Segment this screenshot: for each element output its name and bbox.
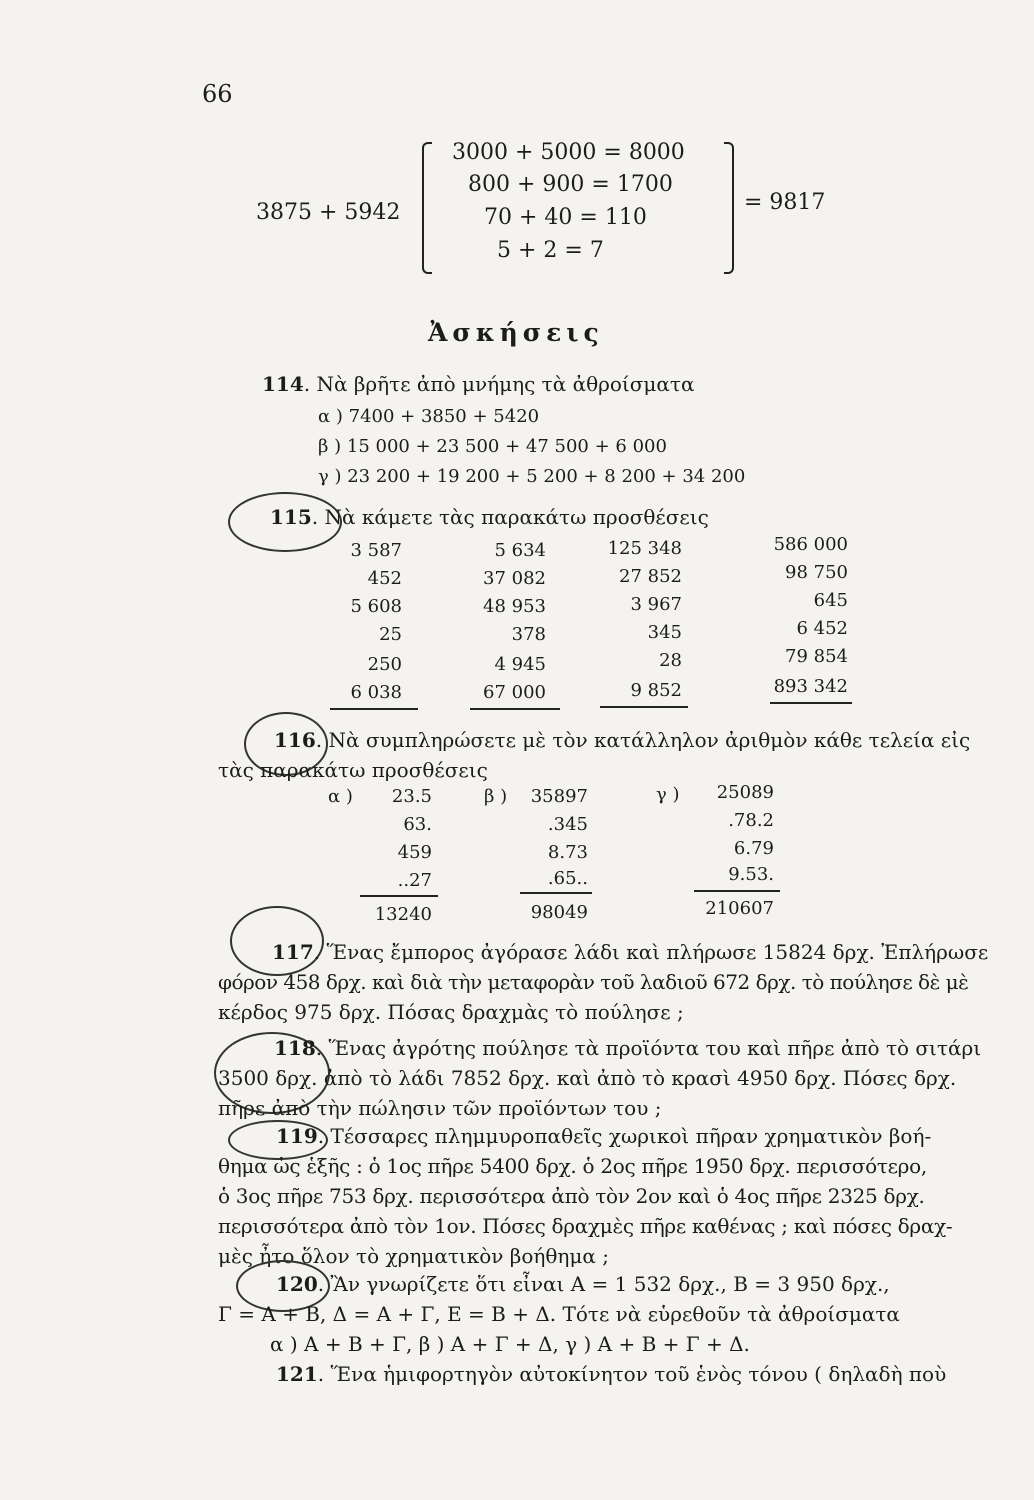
label: β )	[484, 786, 508, 807]
exercise-number: 116	[274, 728, 316, 752]
sum-value: ..27	[397, 870, 432, 891]
sum-value: 98 750	[785, 562, 848, 583]
exercise-117: 117. Ἕνας ἔμπορος ἀγόρασε λάδι καὶ πλήρωσε 15824 δρχ. Ἐπλήρωσε	[272, 940, 989, 964]
sum-total: 210607	[705, 898, 774, 919]
exercise-text-line: α ) Α + Β + Γ, β ) Α + Γ + Δ, γ ) Α + Β + Γ + Δ.	[270, 1332, 750, 1356]
sum-value: 25089	[716, 782, 774, 803]
label: α )	[328, 786, 353, 807]
sum-rule	[770, 702, 852, 704]
exercise-121: 121. Ἕνα ἡμιφορτηγὸν αὐτοκίνητον τοῦ ἑνὸς τόνου ( δηλαδὴ ποὺ	[276, 1362, 947, 1386]
exercise-114-a: α ) 7400 + 3850 + 5420	[318, 406, 540, 427]
sum-value: 378	[511, 624, 546, 645]
exercise-number: 117	[272, 940, 314, 964]
sum-value: 4 945	[494, 654, 546, 675]
page-number: 66	[202, 80, 233, 108]
sum-value: .65..	[547, 868, 588, 889]
exercise-number: 120	[276, 1272, 318, 1296]
sum-value: 5 634	[494, 540, 546, 561]
sum-rule	[360, 895, 438, 897]
exercise-text-line: κέρδος 975 δρχ. Πόσας δραχμὰς τὸ πούλησε ;	[218, 1000, 684, 1024]
decomposition-row: 5 + 2 = 7	[497, 238, 604, 263]
exercise-114-c: γ ) 23 200 + 19 200 + 5 200 + 8 200 + 34 200	[318, 466, 746, 487]
exercise-118: 118. Ἕνας ἀγρότης πούλησε τὰ προϊόντα του καὶ πῆρε ἀπὸ τὸ σιτάρι	[274, 1036, 982, 1060]
exercise-text: Τέσσαρες πλημμυροπαθεῖς χωρικοὶ πῆραν χρηματικὸν βοή-	[330, 1124, 932, 1148]
exercise-text: Νὰ βρῆτε ἀπὸ μνήμης τὰ ἀθροίσματα	[316, 372, 695, 396]
exercise-text-line: τὰς παρακάτω προσθέσεις	[218, 758, 488, 782]
exercise-text: Νὰ κάμετε τὰς παρακάτω προσθέσεις	[324, 505, 709, 529]
sum-value: 3 967	[630, 594, 682, 615]
exercise-number: 115	[270, 505, 312, 529]
exercise-114-b: β ) 15 000 + 23 500 + 47 500 + 6 000	[318, 436, 667, 457]
sum-rule	[694, 890, 780, 892]
sum-value: 37 082	[483, 568, 546, 589]
sum-value: 23.5	[391, 786, 432, 807]
sum-rule	[470, 708, 560, 710]
sum-value: 452	[367, 568, 402, 589]
sum-value: 28	[659, 650, 682, 671]
exercise-text: Ἕνα ἡμιφορτηγὸν αὐτοκίνητον τοῦ ἑνὸς τόνου ( δηλαδὴ ποὺ	[330, 1362, 947, 1386]
sum-value: .78.2	[728, 810, 774, 831]
sum-total: 98049	[530, 902, 588, 923]
sum-value: 6 452	[796, 618, 848, 639]
exercise-text-line: πῆρε ἀπὸ τὴν πώλησιν τῶν προϊόντων του ;	[218, 1096, 662, 1120]
exercise-114: 114. Νὰ βρῆτε ἀπὸ μνήμης τὰ ἀθροίσματα	[262, 372, 695, 396]
exercise-text-line: ὁ 3ος πῆρε 753 δρχ. περισσότερα ἀπὸ τὸν 2ον καὶ ὁ 4ος πῆρε 2325 δρχ.	[218, 1184, 925, 1208]
left-brace	[422, 142, 432, 274]
exercise-number: 119	[276, 1124, 318, 1148]
exercise-number: 121	[276, 1362, 318, 1386]
sum-rule	[330, 708, 418, 710]
sum-total: 9 852	[630, 680, 682, 701]
exercise-number: 118	[274, 1036, 316, 1060]
sum-value: 5 608	[350, 596, 402, 617]
exercise-text-line: περισσότερα ἀπὸ τὸν 1ον. Πόσες δραχμὲς πῆρε καθένας ; καὶ πόσες δραχ-	[218, 1214, 953, 1238]
sum-value: 25	[379, 624, 402, 645]
decomposition-row: 70 + 40 = 110	[484, 205, 647, 230]
sum-value: 125 348	[607, 538, 682, 559]
sum-value: 459	[397, 842, 432, 863]
sum-value: 586 000	[773, 534, 848, 555]
sum-total: 67 000	[483, 682, 546, 703]
sum-total: 6 038	[350, 682, 402, 703]
sum-value: 9.53.	[728, 864, 774, 885]
sum-value: 35897	[530, 786, 588, 807]
exercise-text: Νὰ συμπληρώσετε μὲ τὸν κατάλληλον ἀριθμὸν κάθε τελεία εἰς	[328, 728, 971, 752]
sum-value: .345	[547, 814, 588, 835]
sum-value: 345	[647, 622, 682, 643]
exercise-text-line: φόρον 458 δρχ. καὶ διὰ τὴν μεταφορὰν τοῦ λαδιοῦ 672 δρχ. τὸ πούλησε δὲ μὲ	[218, 970, 969, 994]
right-brace	[724, 142, 734, 274]
label: γ )	[656, 784, 680, 805]
decomposition-row: 3000 + 5000 = 8000	[452, 140, 685, 165]
sum-value: 6.79	[733, 838, 774, 859]
sum-rule	[600, 706, 688, 708]
sum-value: 3 587	[350, 540, 402, 561]
section-title: Ἀσκήσεις	[428, 318, 604, 347]
exercise-text-line: μὲς ἦτο ὅλον τὸ χρηματικὸν βοήθημα ;	[218, 1244, 610, 1268]
decomposition-row: 800 + 900 = 1700	[468, 172, 673, 197]
sum-value: 645	[813, 590, 848, 611]
sum-value: 8.73	[547, 842, 588, 863]
sum-value: 27 852	[619, 566, 682, 587]
sum-value: 63.	[403, 814, 432, 835]
exercise-text: Ἂν γνωρίζετε ὅτι εἶναι Α = 1 532 δρχ., Β = 3 950 δρχ.,	[330, 1272, 890, 1296]
decomposition-result: = 9817	[744, 190, 826, 215]
sum-rule	[520, 892, 592, 894]
exercise-115: 115. Νὰ κάμετε τὰς παρακάτω προσθέσεις	[270, 505, 709, 529]
sum-value: 48 953	[483, 596, 546, 617]
exercise-text-line: Γ = Α + Β, Δ = Α + Γ, Ε = Β + Δ. Τότε νὰ εὑρεθοῦν τὰ ἀθροίσματα	[218, 1302, 900, 1326]
sum-total: 13240	[374, 904, 432, 925]
exercise-text-line: 3500 δρχ. ἀπὸ τὸ λάδι 7852 δρχ. καὶ ἀπὸ τὸ κρασὶ 4950 δρχ. Πόσες δρχ.	[218, 1066, 957, 1090]
exercise-120: 120. Ἂν γνωρίζετε ὅτι εἶναι Α = 1 532 δρχ., Β = 3 950 δρχ.,	[276, 1272, 890, 1296]
exercise-116: 116. Νὰ συμπληρώσετε μὲ τὸν κατάλληλον ἀριθμὸν κάθε τελεία εἰς	[274, 728, 971, 752]
exercise-119: 119. Τέσσαρες πλημμυροπαθεῖς χωρικοὶ πῆραν χρηματικὸν βοή-	[276, 1124, 932, 1148]
exercise-number: 114	[262, 372, 304, 396]
exercise-text-line: θημα ὡς ἑξῆς : ὁ 1ος πῆρε 5400 δρχ. ὁ 2ος πῆρε 1950 δρχ. περισσότερο,	[218, 1154, 927, 1178]
sum-value: 250	[367, 654, 402, 675]
sum-total: 893 342	[773, 676, 848, 697]
exercise-text: Ἕνας ἔμπορος ἀγόρασε λάδι καὶ πλήρωσε 15824 δρχ. Ἐπλήρωσε	[326, 940, 989, 964]
decomposition-left: 3875 + 5942	[256, 200, 401, 225]
exercise-text: Ἕνας ἀγρότης πούλησε τὰ προϊόντα του καὶ πῆρε ἀπὸ τὸ σιτάρι	[328, 1036, 982, 1060]
sum-value: 79 854	[785, 646, 848, 667]
